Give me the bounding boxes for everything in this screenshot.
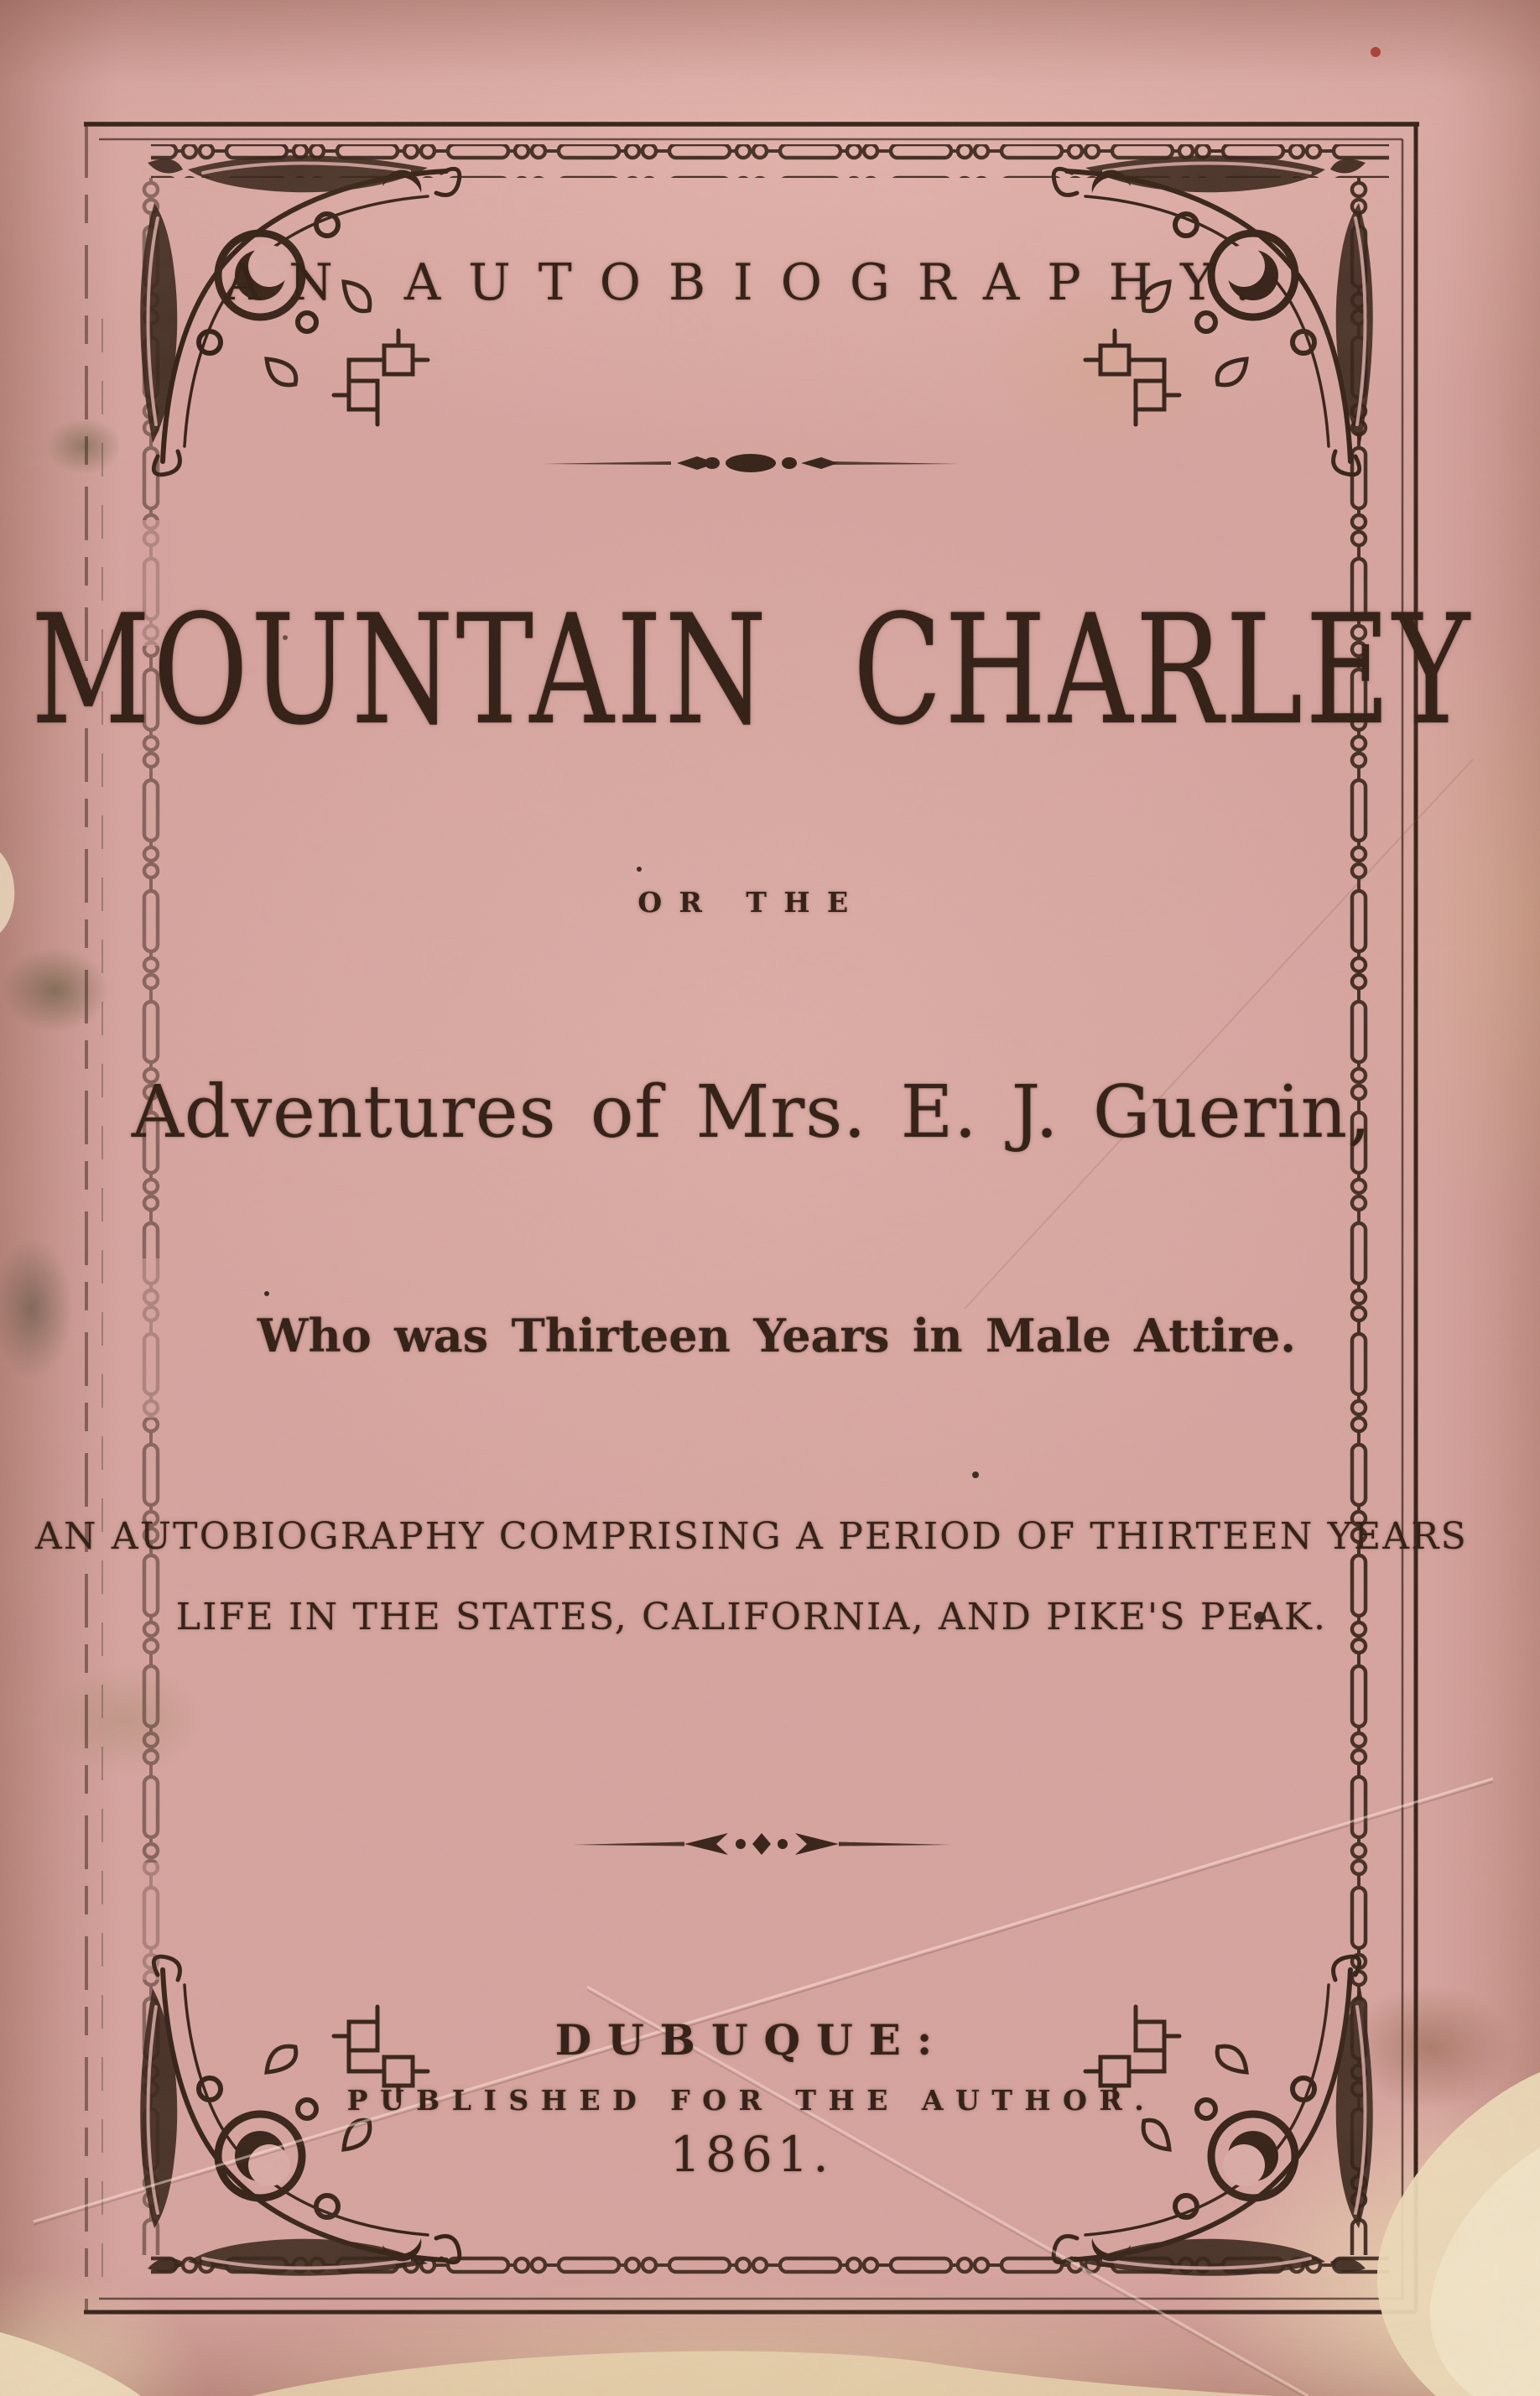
series-header: AN AUTOBIOGRAPHY. bbox=[224, 253, 1279, 312]
imprint-year: 1861. bbox=[669, 2126, 834, 2183]
imprint-publisher: PUBLISHED FOR THE AUTHOR. bbox=[346, 2084, 1157, 2117]
subtitle-prefix: OR THE bbox=[637, 886, 866, 919]
book-title bbox=[0, 582, 1522, 758]
book-title-text: MOUNTAIN CHARLEY bbox=[30, 582, 1473, 758]
imprint-city: DUBUQUE: bbox=[554, 2015, 949, 2065]
author-line: Adventures of Mrs. E. J. Guerin, bbox=[131, 1070, 1372, 1154]
summary-line-1: AN AUTOBIOGRAPHY COMPRISING A PERIOD OF THIRTEEN YEARS bbox=[35, 1515, 1468, 1558]
tagline: Who was Thirteen Years in Male Attire. bbox=[257, 1309, 1297, 1362]
summary-line-2: LIFE IN THE STATES, CALIFORNIA, AND PIKE'S PEAK. bbox=[175, 1596, 1328, 1638]
